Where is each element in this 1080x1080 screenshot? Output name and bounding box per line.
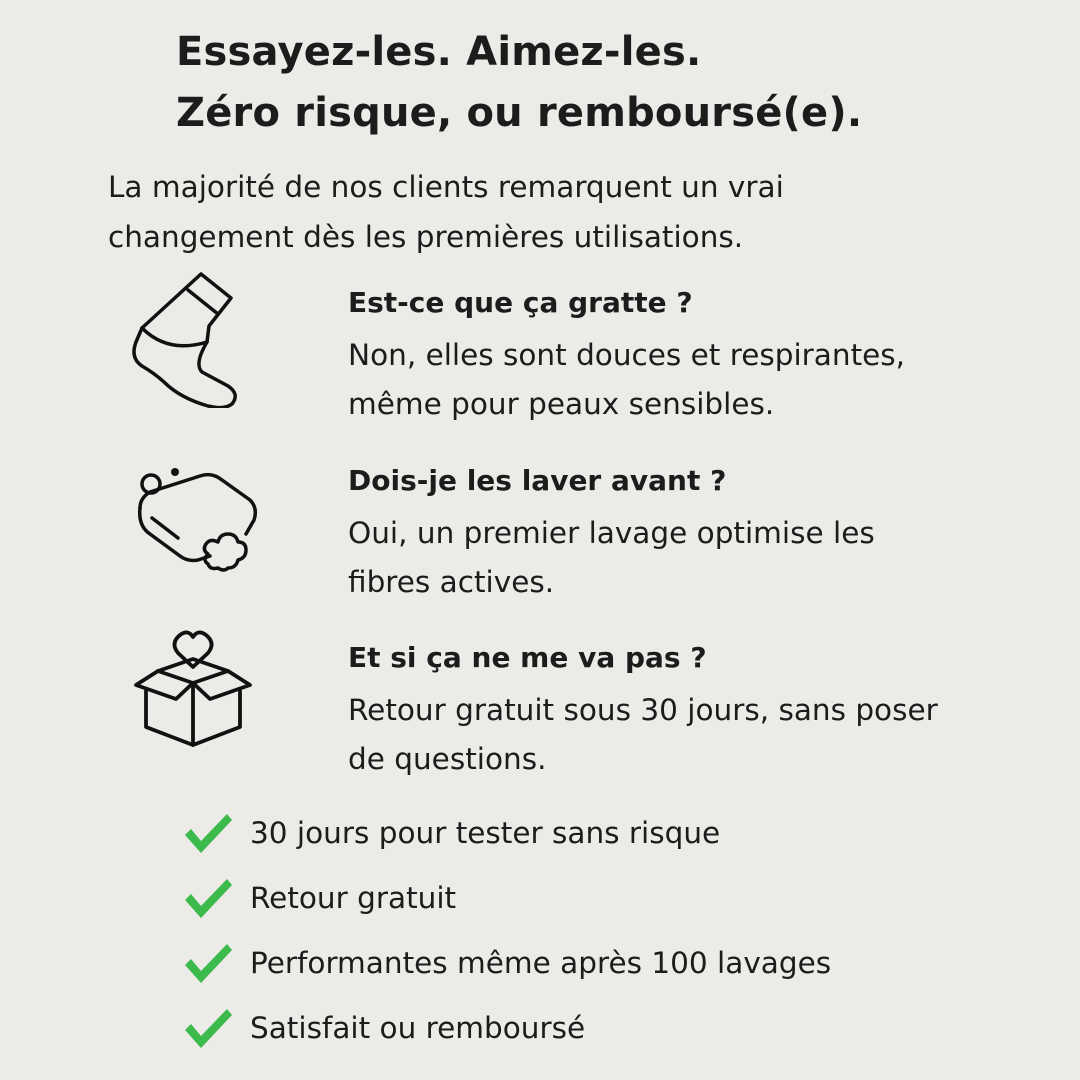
benefit-label: Retour gratuit <box>250 880 457 915</box>
headline-line-1: Essayez-les. Aimez-les. <box>176 29 702 75</box>
soap-icon <box>128 450 258 590</box>
faq-answer-line: de questions. <box>348 742 547 776</box>
headline-line-2: Zéro risque, ou remboursé(e). <box>176 90 863 136</box>
sock-icon <box>128 268 258 408</box>
checkmark-icon <box>182 1006 234 1050</box>
faq-answer <box>348 331 1048 429</box>
benefit-item <box>182 800 831 865</box>
benefit-item <box>182 865 831 930</box>
headline <box>176 22 862 144</box>
faq-item <box>348 638 1048 784</box>
subtitle <box>108 162 968 262</box>
faq-item <box>348 461 1048 607</box>
faq-answer <box>348 509 1048 607</box>
faq-answer-line: Retour gratuit sous 30 jours, sans poser <box>348 693 938 727</box>
benefit-item <box>182 930 831 995</box>
benefits-list <box>182 800 831 1060</box>
checkmark-icon <box>182 876 234 920</box>
subtitle-line-2: changement dès les premières utilisations. <box>108 220 744 254</box>
faq-answer-line: Non, elles sont douces et respirantes, <box>348 338 906 372</box>
faq-question: Est-ce que ça gratte ? <box>348 286 693 319</box>
gift-box-heart-icon <box>128 618 258 758</box>
faq-answer <box>348 686 1048 784</box>
benefit-label: Satisfait ou remboursé <box>250 1010 586 1045</box>
faq-question: Dois-je les laver avant ? <box>348 464 727 497</box>
faq-answer-line: Oui, un premier lavage optimise les <box>348 516 875 550</box>
faq-answer-line: même pour peaux sensibles. <box>348 387 775 421</box>
faq-item <box>348 283 1048 429</box>
faq-question: Et si ça ne me va pas ? <box>348 641 707 674</box>
benefit-label: 30 jours pour tester sans risque <box>250 815 721 850</box>
checkmark-icon <box>182 941 234 985</box>
faq-answer-line: fibres actives. <box>348 565 555 599</box>
benefit-label: Performantes même après 100 lavages <box>250 945 832 980</box>
benefit-item <box>182 995 831 1060</box>
checkmark-icon <box>182 811 234 855</box>
subtitle-line-1: La majorité de nos clients remarquent un vrai <box>108 170 784 204</box>
